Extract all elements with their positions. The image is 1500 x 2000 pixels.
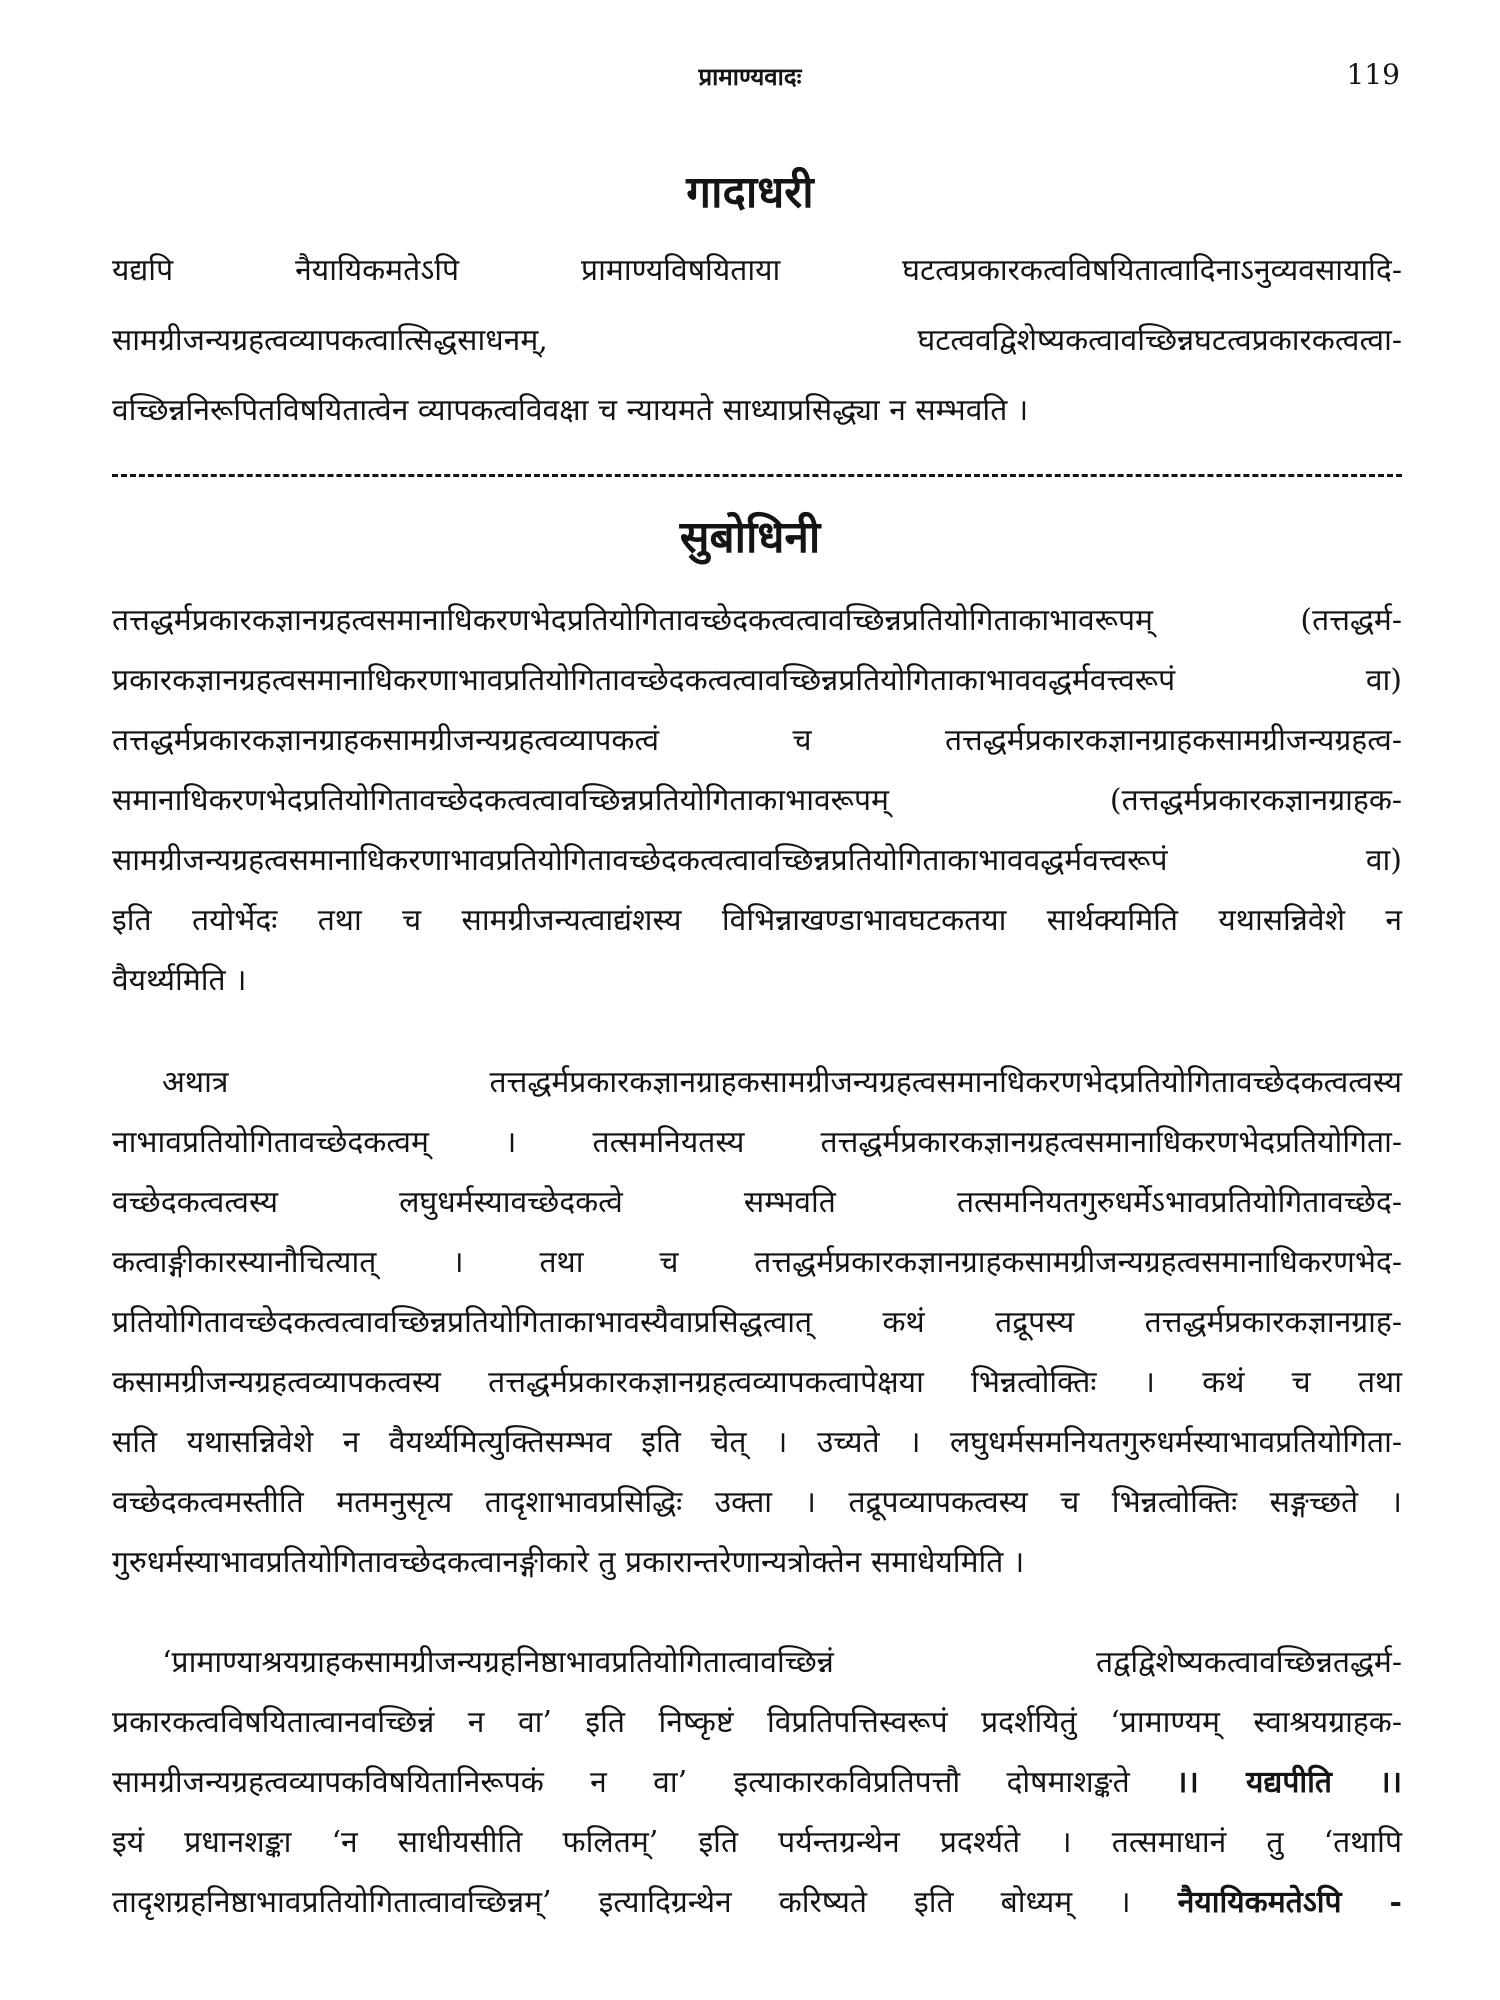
running-title: प्रामाण्यवादः: [698, 62, 802, 91]
subodhini-heading: सुबोधिनी: [679, 512, 821, 563]
commentary-line: गुरुधर्मस्याभावप्रतियोगितावच्छेदकत्वानङ्गीकारे तु प्रकारान्तरेणान्यत्रोक्तेन समाधेयमिति ।: [112, 1545, 1025, 1580]
commentary-line: सामग्रीजन्यग्रहत्वसमानाधिकरणाभावप्रतियोगितावच्छेदकत्वत्वावच्छिन्नप्रतियोगिताकाभाववद्धर्मवत्त्वरूपं वा): [112, 843, 1402, 878]
pratika-marker: ।। यद्यपीति ।।: [1176, 1765, 1402, 1800]
commentary-line: [112, 1880, 1402, 1921]
commentary-line: कसामग्रीजन्यग्रहत्वव्यापकत्वस्य तत्तद्धर्मप्रकारकज्ञानग्रहत्वव्यापकत्वापेक्षया भिन्नत्वोक्तिः । कथं च तथा: [112, 1365, 1402, 1400]
commentary-line: इयं प्रधानशङ्का ‘न साधीयसीति फलितम्’ इति पर्यन्तग्रन्थेन प्रदर्श्यते । तत्समाधानं तु ‘तथापि: [112, 1825, 1402, 1860]
commentary-line: तत्तद्धर्मप्रकारकज्ञानग्राहकसामग्रीजन्यग्रहत्वव्यापकत्वं च तत्तद्धर्मप्रकारकज्ञानग्राहकसामग्रीजन्यग्रहत्व-: [112, 723, 1402, 758]
commentary-text: तादृशग्रहनिष्ठाभावप्रतियोगितात्वावच्छिन्नम्’ इत्यादिग्रन्थेन करिष्यते इति बोध्यम् ।: [112, 1885, 1131, 1920]
section-divider: [112, 474, 1402, 477]
commentary-line: इति तयोर्भेदः तथा च सामग्रीजन्यत्वाद्यंशस्य विभिन्नाखण्डाभावघटकतया सार्थक्यमिति यथासन्निवेशे न: [112, 903, 1402, 938]
gadadhari-line: सामग्रीजन्यग्रहत्वव्यापकत्वात्सिद्धसाधनम्, घटत्ववद्विशेष्यकत्वावच्छिन्नघटत्वप्रकारकत्वत्वा-: [112, 323, 1402, 358]
commentary-line: अथात्र तत्तद्धर्मप्रकारकज्ञानग्राहकसामग्रीजन्यग्रहत्वसमानधिकरणभेदप्रतियोगितावच्छेदकत्वत्वस्य: [162, 1065, 1402, 1100]
commentary-line: तत्तद्धर्मप्रकारकज्ञानग्रहत्वसमानाधिकरणभेदप्रतियोगितावच्छेदकत्वत्वावच्छिन्नप्रतियोगिताकाभावरूपम् (तत्तद्धर्म-: [112, 603, 1402, 638]
page-number: 119: [1346, 58, 1400, 91]
commentary-line: प्रकारकत्वविषयितात्वानवच्छिन्नं न वा’ इति निष्कृष्टं विप्रतिपत्तिस्वरूपं प्रदर्शयितुं ‘प्रामाण्यम् स्वाश्रयग्राहक-: [112, 1705, 1402, 1740]
commentary-line: ‘प्रामाण्याश्रयग्राहकसामग्रीजन्यग्रहनिष्ठाभावप्रतियोगितात्वावच्छिन्नं तद्वद्विशेष्यकत्वावच्छिन्नतद्धर्म-: [162, 1645, 1402, 1680]
commentary-line: समानाधिकरणभेदप्रतियोगितावच्छेदकत्वत्वावच्छिन्नप्रतियोगिताकाभावरूपम् (तत्तद्धर्मप्रकारकज्ञानग्राहक-: [112, 783, 1402, 818]
commentary-line: वच्छेदकत्वमस्तीति मतमनुसृत्य तादृशाभावप्रसिद्धिः उक्ता । तद्रूपव्यापकत्वस्य च भिन्नत्वोक्तिः सङ्गच्छते ।: [112, 1485, 1402, 1520]
commentary-line: [112, 1760, 1402, 1801]
commentary-line: वच्छेदकत्वत्वस्य लघुधर्मस्यावच्छेदकत्वे सम्भवति तत्समनियतगुरुधर्मेऽभावप्रतियोगितावच्छेद-: [112, 1185, 1402, 1220]
pratika-marker: नैयायिकमतेऽपि -: [1177, 1885, 1402, 1920]
gadadhari-line: यद्यपि नैयायिकमतेऽपि प्रामाण्यविषयिताया घटत्वप्रकारकत्वविषयितात्वादिनाऽनुव्यवसायादि-: [112, 253, 1402, 288]
commentary-line: सति यथासन्निवेशे न वैयर्थ्यमित्युक्तिसम्भव इति चेत् । उच्यते । लघुधर्मसमनियतगुरुधर्मस्याभावप्रतियोगिता-: [112, 1425, 1402, 1460]
commentary-text: सामग्रीजन्यग्रहत्वव्यापकविषयितानिरूपकं न वा’ इत्याकारकविप्रतिपत्तौ दोषमाशङ्कते: [112, 1765, 1130, 1800]
commentary-line: प्रकारकज्ञानग्रहत्वसमानाधिकरणाभावप्रतियोगितावच्छेदकत्वत्वावच्छिन्नप्रतियोगिताकाभाववद्धर्मवत्त्वरूपं वा): [112, 663, 1402, 698]
commentary-line: प्रतियोगितावच्छेदकत्वत्वावच्छिन्नप्रतियोगिताकाभावस्यैवाप्रसिद्धत्वात् कथं तद्रूपस्य तत्तद्धर्मप्रकारकज्ञानग्राह-: [112, 1305, 1402, 1340]
gadadhari-line: वच्छिन्ननिरूपितविषयितात्वेन व्यापकत्वविवक्षा च न्यायमते साध्याप्रसिद्ध्या न सम्भवति ।: [112, 393, 1029, 428]
commentary-line: नाभावप्रतियोगितावच्छेदकत्वम् । तत्समनियतस्य तत्तद्धर्मप्रकारकज्ञानग्रहत्वसमानाधिकरणभेदप्रतियोगिता-: [112, 1125, 1402, 1160]
gadadhari-heading: गादाधरी: [686, 167, 814, 218]
commentary-line: कत्वाङ्गीकारस्यानौचित्यात् । तथा च तत्तद्धर्मप्रकारकज्ञानग्राहकसामग्रीजन्यग्रहत्वसमानाधिकरणभेद-: [112, 1245, 1402, 1280]
commentary-line: वैयर्थ्यमिति ।: [112, 963, 247, 998]
